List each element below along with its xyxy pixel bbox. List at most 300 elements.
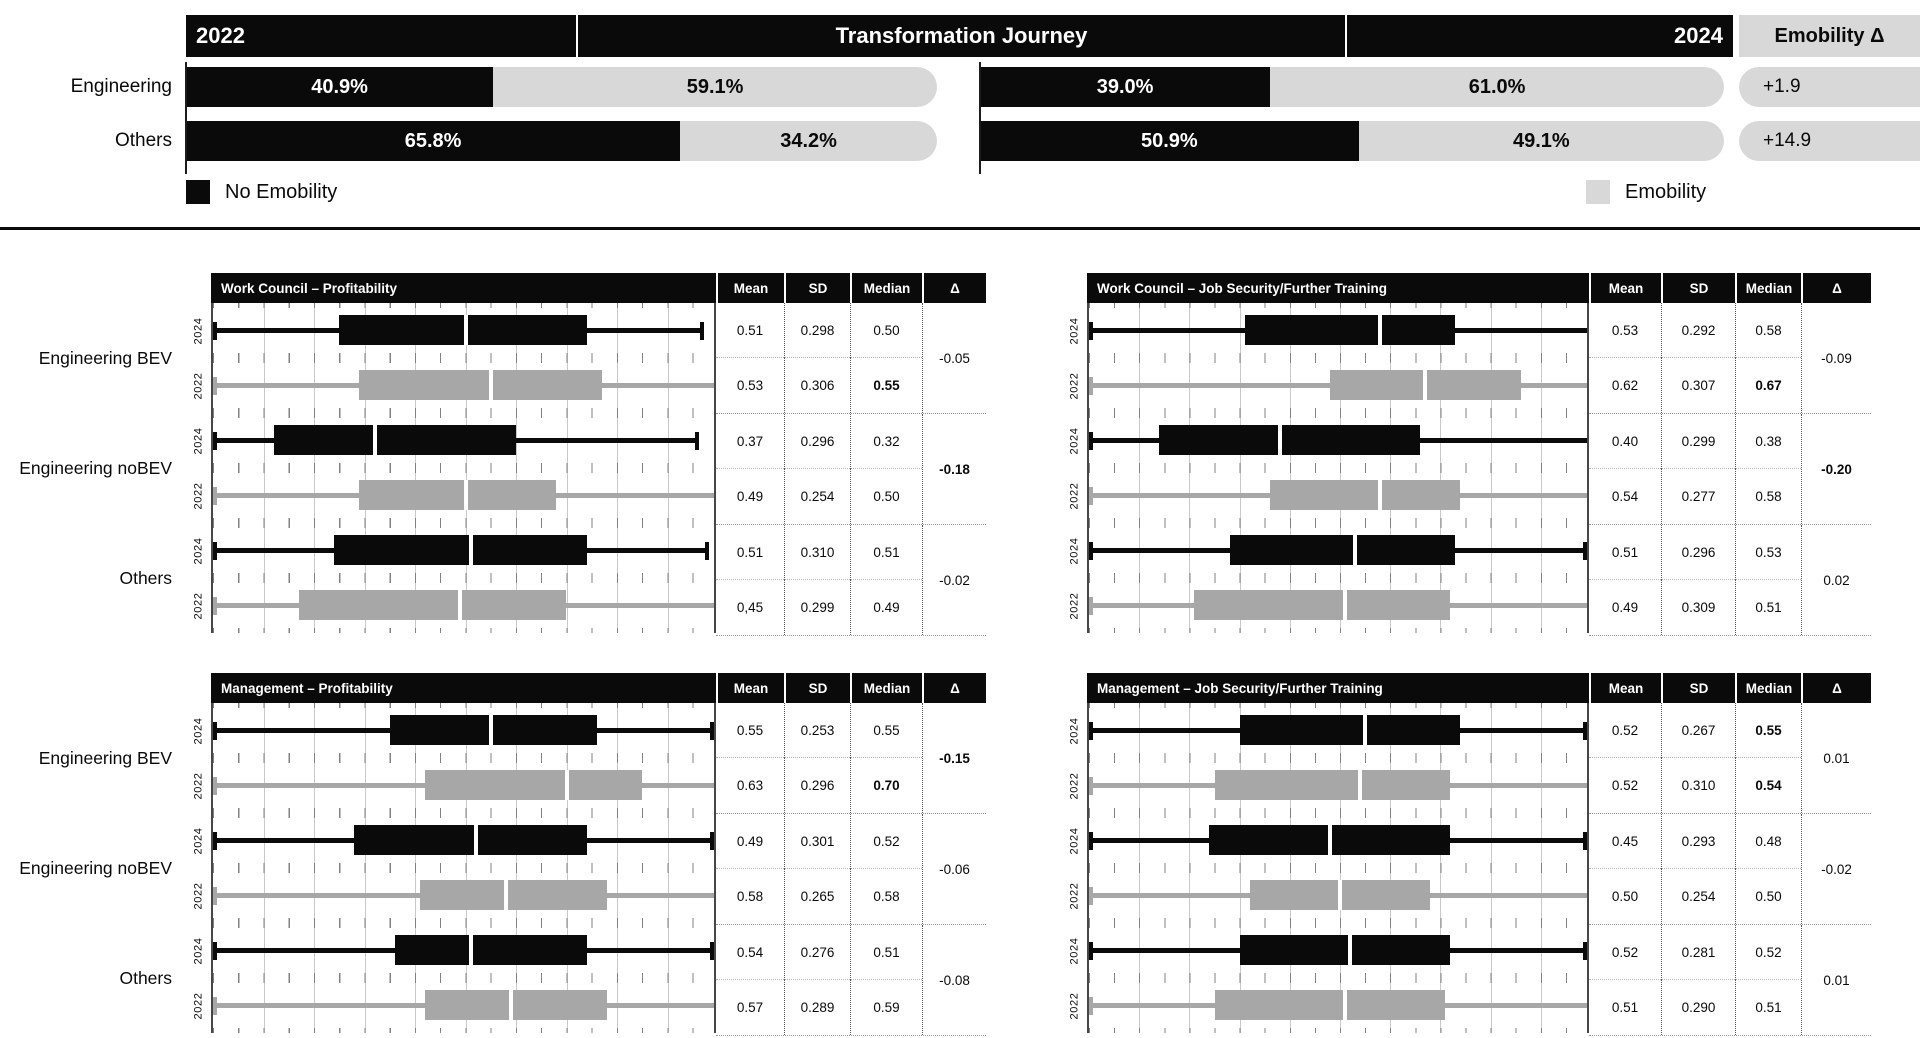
sd-cell: 0.276	[784, 925, 850, 980]
median-cell: 0.50	[850, 303, 922, 358]
box-2022	[359, 480, 556, 510]
bar-2022	[186, 67, 937, 107]
box-2022	[1215, 770, 1451, 800]
tick-strip	[213, 303, 714, 308]
box-2024	[334, 535, 587, 565]
table-pair	[1589, 703, 1871, 814]
box-2024	[354, 825, 586, 855]
legend-label: Emobility	[1625, 180, 1707, 203]
year-label: 2022	[1068, 772, 1080, 799]
whisker-cap	[1089, 322, 1093, 340]
median-line	[1423, 370, 1427, 400]
row-separator	[716, 757, 922, 758]
median-line	[464, 315, 468, 345]
tick-strip	[1089, 753, 1587, 763]
whisker-cap	[1583, 942, 1587, 960]
mean-cell: 0.51	[736, 323, 764, 338]
whisker-cap	[1089, 887, 1093, 905]
tick-strip	[1089, 703, 1587, 708]
header-year-right: 2024	[1674, 23, 1723, 48]
column-header: Δ	[922, 673, 986, 703]
median-cell: 0.55	[850, 358, 922, 413]
sd-cell: 0.298	[784, 303, 850, 358]
row-separator	[716, 357, 922, 358]
whisker-cap	[213, 997, 217, 1015]
tick-strip	[1089, 973, 1587, 983]
stats-table	[716, 703, 986, 1036]
whisker-cap	[213, 832, 217, 850]
whisker-cap	[1089, 597, 1093, 615]
delta-pill: +1.9	[1739, 67, 1920, 107]
whisker-cap	[213, 432, 217, 450]
tick-strip	[213, 753, 714, 763]
median-cell: 0.52	[850, 814, 922, 869]
mean-cell: 0.45	[1611, 834, 1639, 849]
sd-cell: 0.253	[784, 703, 850, 758]
tick-strip	[1089, 808, 1587, 818]
bar-segment-no-emobility: 50.9%	[980, 121, 1359, 161]
header-title: Transformation Journey	[576, 15, 1347, 57]
group-label: Others	[119, 967, 172, 988]
delta-cell: 0.01	[1801, 925, 1871, 1035]
median-cell: 0.54	[1735, 758, 1801, 813]
panel-header	[1087, 273, 1871, 303]
column-header: Median	[850, 673, 922, 703]
mean-cell: 0.62	[1611, 378, 1639, 393]
whisker-cap	[213, 777, 217, 795]
whisker-cap	[213, 942, 217, 960]
median-cell: 0.38	[1735, 414, 1801, 469]
box-2024	[395, 935, 587, 965]
row-separator	[716, 579, 922, 580]
whisker-cap	[1089, 997, 1093, 1015]
tick-strip	[1089, 353, 1587, 363]
year-label: 2024	[192, 717, 204, 744]
sd-cell: 0.296	[784, 758, 850, 813]
row-separator	[716, 468, 922, 469]
whisker-cap	[710, 942, 714, 960]
group-label: Others	[119, 567, 172, 588]
table-pair	[716, 703, 986, 814]
sd-cell: 0.267	[1661, 703, 1735, 758]
sd-cell: 0.290	[1661, 980, 1735, 1035]
tick-strip	[1089, 573, 1587, 583]
whisker-cap	[1583, 832, 1587, 850]
median-cell: 0.58	[1735, 303, 1801, 358]
median-cell: 0.51	[850, 525, 922, 580]
year-label: 2024	[192, 937, 204, 964]
box-2024	[1240, 715, 1461, 745]
median-line	[1378, 315, 1382, 345]
panel-body	[1061, 303, 1871, 636]
median-cell: 0.51	[1735, 580, 1801, 635]
transformation-header-bar	[186, 15, 1733, 57]
whisker-cap	[213, 597, 217, 615]
median-line	[469, 535, 473, 565]
year-label: 2024	[1068, 827, 1080, 854]
panel-title: Work Council – Profitability	[221, 280, 398, 296]
whisker-cap	[213, 887, 217, 905]
row-separator	[716, 979, 922, 980]
boxplot-area	[1087, 303, 1589, 633]
whisker-cap	[1089, 542, 1093, 560]
whisker-cap	[705, 542, 709, 560]
sd-cell: 0.307	[1661, 358, 1735, 413]
median-line	[489, 370, 493, 400]
mean-cell: 0.54	[736, 945, 764, 960]
mean-cell: 0.40	[1611, 434, 1639, 449]
panel-header	[211, 673, 986, 703]
whisker-cap	[213, 322, 217, 340]
row-separator	[1589, 979, 1801, 980]
column-header: Median	[1735, 673, 1801, 703]
sd-cell: 0.254	[1661, 869, 1735, 924]
sd-cell: 0.289	[784, 980, 850, 1035]
mean-cell: 0.52	[1611, 723, 1639, 738]
delta-cell: -0.02	[922, 525, 986, 635]
median-line	[1278, 425, 1282, 455]
year-label: 2022	[1068, 992, 1080, 1019]
sd-cell: 0.299	[1661, 414, 1735, 469]
median-line	[1378, 480, 1382, 510]
panel	[185, 673, 986, 1036]
table-pair	[1589, 814, 1871, 925]
column-header: Median	[1735, 273, 1801, 303]
mean-cell: 0.63	[736, 778, 764, 793]
median-line	[1343, 990, 1347, 1020]
bar-2024	[980, 121, 1724, 161]
table-pair	[716, 925, 986, 1036]
horizontal-divider	[0, 227, 1920, 230]
year-label: 2024	[192, 827, 204, 854]
median-cell: 0.55	[850, 703, 922, 758]
year-axis	[185, 303, 211, 636]
legend-emobility	[1586, 179, 1706, 205]
panel-body	[185, 703, 986, 1036]
tick-strip	[213, 703, 714, 708]
whisker-cap	[1089, 942, 1093, 960]
mean-cell: 0.50	[1611, 889, 1639, 904]
median-cell: 0.51	[1735, 980, 1801, 1035]
legend-label: No Emobility	[225, 180, 338, 203]
median-cell: 0.70	[850, 758, 922, 813]
year-axis	[1061, 703, 1087, 1036]
median-cell: 0.53	[1735, 525, 1801, 580]
table-pair	[716, 303, 986, 414]
median-line	[504, 880, 508, 910]
category-label: Others	[114, 130, 172, 151]
tick-strip	[213, 518, 714, 528]
median-cell: 0.51	[850, 925, 922, 980]
median-line	[373, 425, 377, 455]
group-label: Engineering noBEV	[19, 857, 172, 878]
median-cell: 0.58	[850, 869, 922, 924]
row-separator	[1589, 357, 1801, 358]
median-line	[1353, 535, 1357, 565]
year-label: 2022	[192, 482, 204, 509]
stats-table	[1589, 703, 1871, 1036]
tick-strip	[1089, 518, 1587, 528]
table-pair	[1589, 414, 1871, 525]
year-label: 2022	[192, 372, 204, 399]
tick-strip	[213, 408, 714, 418]
year-axis	[1061, 303, 1087, 636]
panel-title: Work Council – Job Security/Further Training	[1097, 280, 1388, 296]
tick-strip	[1089, 628, 1587, 633]
transformation-row	[0, 121, 1920, 161]
box-2022	[359, 370, 601, 400]
median-cell: 0.32	[850, 414, 922, 469]
mean-cell: 0.49	[1611, 600, 1639, 615]
legend-no-emobility	[186, 179, 337, 205]
panel	[1061, 273, 1871, 636]
panel	[1061, 673, 1871, 1036]
bar-segment-emobility: 59.1%	[493, 67, 937, 107]
column-header: Mean	[716, 273, 784, 303]
delta-cell: -0.05	[922, 303, 986, 413]
panel	[185, 273, 986, 636]
column-header: Δ	[922, 273, 986, 303]
delta-cell: 0.01	[1801, 703, 1871, 813]
panel-header	[1087, 673, 1871, 703]
tick-strip	[213, 1028, 714, 1033]
median-cell: 0.59	[850, 980, 922, 1035]
box-2024	[1240, 935, 1451, 965]
box-2024	[390, 715, 597, 745]
delta-cell: -0.02	[1801, 814, 1871, 924]
panel-body	[1061, 703, 1871, 1036]
median-line	[565, 770, 569, 800]
transformation-rows	[0, 62, 1920, 174]
sd-cell: 0.309	[1661, 580, 1735, 635]
median-cell: 0.50	[850, 469, 922, 524]
boxplot-area	[211, 703, 716, 1033]
whisker-cap	[1089, 377, 1093, 395]
column-header: SD	[784, 273, 850, 303]
column-header: Median	[850, 273, 922, 303]
median-line	[469, 935, 473, 965]
bar-2024	[980, 67, 1724, 107]
stats-table	[716, 303, 986, 636]
tick-strip	[1089, 303, 1587, 308]
whisker-cap	[213, 487, 217, 505]
whisker-cap	[710, 722, 714, 740]
tick-strip	[1089, 863, 1587, 873]
median-cell: 0.58	[1735, 469, 1801, 524]
mean-cell: 0.49	[736, 489, 764, 504]
table-pair	[1589, 303, 1871, 414]
box-2022	[299, 590, 567, 620]
median-cell: 0.67	[1735, 358, 1801, 413]
column-header: SD	[1661, 273, 1735, 303]
table-pair	[716, 525, 986, 636]
median-line	[1343, 590, 1347, 620]
tick-strip	[213, 808, 714, 818]
column-header: Mean	[716, 673, 784, 703]
whisker-cap	[1089, 722, 1093, 740]
emobility-delta-header: Emobility Δ	[1739, 15, 1920, 57]
tick-strip	[1089, 918, 1587, 928]
year-label: 2022	[1068, 882, 1080, 909]
sd-cell: 0.277	[1661, 469, 1735, 524]
mean-cell: 0.54	[1611, 489, 1639, 504]
sd-cell: 0.306	[784, 358, 850, 413]
box-2024	[1159, 425, 1420, 455]
row-separator	[1589, 579, 1801, 580]
median-line	[474, 825, 478, 855]
column-header: Mean	[1589, 673, 1661, 703]
box-2024	[1230, 535, 1456, 565]
column-header: SD	[784, 673, 850, 703]
mean-cell: 0,45	[736, 600, 764, 615]
whisker-cap	[1089, 777, 1093, 795]
year-axis	[185, 703, 211, 1036]
year-label: 2024	[192, 317, 204, 344]
median-cell: 0.50	[1735, 869, 1801, 924]
group-label: Engineering BEV	[38, 347, 172, 368]
panel-title: Management – Job Security/Further Training	[1097, 680, 1383, 696]
panel-title: Management – Profitability	[221, 680, 393, 696]
no-emobility-swatch	[186, 180, 210, 204]
delta-cell: -0.20	[1801, 414, 1871, 524]
mean-cell: 0.58	[736, 889, 764, 904]
bar-segment-emobility: 61.0%	[1270, 67, 1724, 107]
median-line	[1328, 825, 1332, 855]
whisker-cap	[710, 832, 714, 850]
year-label: 2024	[1068, 537, 1080, 564]
tick-strip	[1089, 1028, 1587, 1033]
bar-segment-emobility: 34.2%	[680, 121, 937, 161]
mean-cell: 0.53	[1611, 323, 1639, 338]
whisker-cap	[1583, 542, 1587, 560]
mean-cell: 0.51	[1611, 545, 1639, 560]
mean-cell: 0.55	[736, 723, 764, 738]
boxplot-area	[211, 303, 716, 633]
median-line	[1363, 715, 1367, 745]
whisker-cap	[213, 542, 217, 560]
whisker-cap	[1089, 432, 1093, 450]
bar-2022	[186, 121, 937, 161]
median-line	[1338, 880, 1342, 910]
tick-strip	[1089, 408, 1587, 418]
category-label: Engineering	[70, 76, 172, 97]
sd-cell: 0.281	[1661, 925, 1735, 980]
table-pair	[716, 814, 986, 925]
year-label: 2022	[192, 772, 204, 799]
whisker-cap	[1089, 487, 1093, 505]
delta-cell: -0.09	[1801, 303, 1871, 413]
tick-strip	[213, 573, 714, 583]
axis-line-2024	[979, 62, 981, 174]
year-label: 2024	[192, 427, 204, 454]
median-line	[464, 480, 468, 510]
table-pair	[716, 414, 986, 525]
whisker-cap	[213, 722, 217, 740]
median-line	[1348, 935, 1352, 965]
group-label: Engineering BEV	[38, 747, 172, 768]
header-year-left: 2022	[196, 23, 245, 48]
year-label: 2024	[1068, 427, 1080, 454]
whisker-cap	[1089, 832, 1093, 850]
delta-cell: -0.18	[922, 414, 986, 524]
sd-cell: 0.299	[784, 580, 850, 635]
stats-table	[1589, 303, 1871, 636]
row-separator	[716, 868, 922, 869]
sd-cell: 0.310	[784, 525, 850, 580]
delta-cell: -0.08	[922, 925, 986, 1035]
year-label: 2022	[192, 882, 204, 909]
boxplot-area	[1087, 703, 1589, 1033]
year-label: 2024	[1068, 717, 1080, 744]
tick-strip	[213, 918, 714, 928]
delta-cell: -0.06	[922, 814, 986, 924]
box-2022	[425, 770, 642, 800]
bar-segment-no-emobility: 40.9%	[186, 67, 493, 107]
sd-cell: 0.296	[1661, 525, 1735, 580]
row-separator	[1589, 468, 1801, 469]
column-header: Mean	[1589, 273, 1661, 303]
year-label: 2022	[1068, 592, 1080, 619]
sd-cell: 0.254	[784, 469, 850, 524]
transformation-row	[0, 67, 1920, 107]
whisker-cap	[1583, 722, 1587, 740]
emobility-swatch	[1586, 180, 1610, 204]
median-cell: 0.52	[1735, 925, 1801, 980]
sd-cell: 0.310	[1661, 758, 1735, 813]
median-line	[489, 715, 493, 745]
delta-cell: -0.15	[922, 703, 986, 813]
bar-segment-emobility: 49.1%	[1359, 121, 1724, 161]
mean-cell: 0.52	[1611, 778, 1639, 793]
delta-cell: 0.02	[1801, 525, 1871, 635]
table-pair	[1589, 525, 1871, 636]
table-pair	[1589, 925, 1871, 1036]
median-line	[509, 990, 513, 1020]
mean-cell: 0.52	[1611, 945, 1639, 960]
year-label: 2022	[1068, 482, 1080, 509]
box-2024	[274, 425, 516, 455]
bar-segment-no-emobility: 39.0%	[980, 67, 1270, 107]
year-label: 2024	[192, 537, 204, 564]
box-2022	[1215, 990, 1446, 1020]
sd-cell: 0.293	[1661, 814, 1735, 869]
mean-cell: 0.51	[1611, 1000, 1639, 1015]
tick-strip	[213, 463, 714, 473]
tick-strip	[213, 973, 714, 983]
whisker-cap	[695, 432, 699, 450]
median-line	[1358, 770, 1362, 800]
box-2024	[1245, 315, 1456, 345]
whisker-cap	[700, 322, 704, 340]
column-header: SD	[1661, 673, 1735, 703]
median-cell: 0.55	[1735, 703, 1801, 758]
sd-cell: 0.296	[784, 414, 850, 469]
tick-strip	[213, 863, 714, 873]
panel-body	[185, 303, 986, 636]
mean-cell: 0.51	[736, 545, 764, 560]
median-cell: 0.49	[850, 580, 922, 635]
group-label: Engineering noBEV	[19, 457, 172, 478]
delta-pill: +14.9	[1739, 121, 1920, 161]
box-2022	[1270, 480, 1461, 510]
row-separator	[1589, 868, 1801, 869]
mean-cell: 0.57	[736, 1000, 764, 1015]
row-separator	[1589, 757, 1801, 758]
year-label: 2022	[192, 992, 204, 1019]
box-2022	[420, 880, 607, 910]
whisker-cap	[213, 377, 217, 395]
median-line	[458, 590, 462, 620]
